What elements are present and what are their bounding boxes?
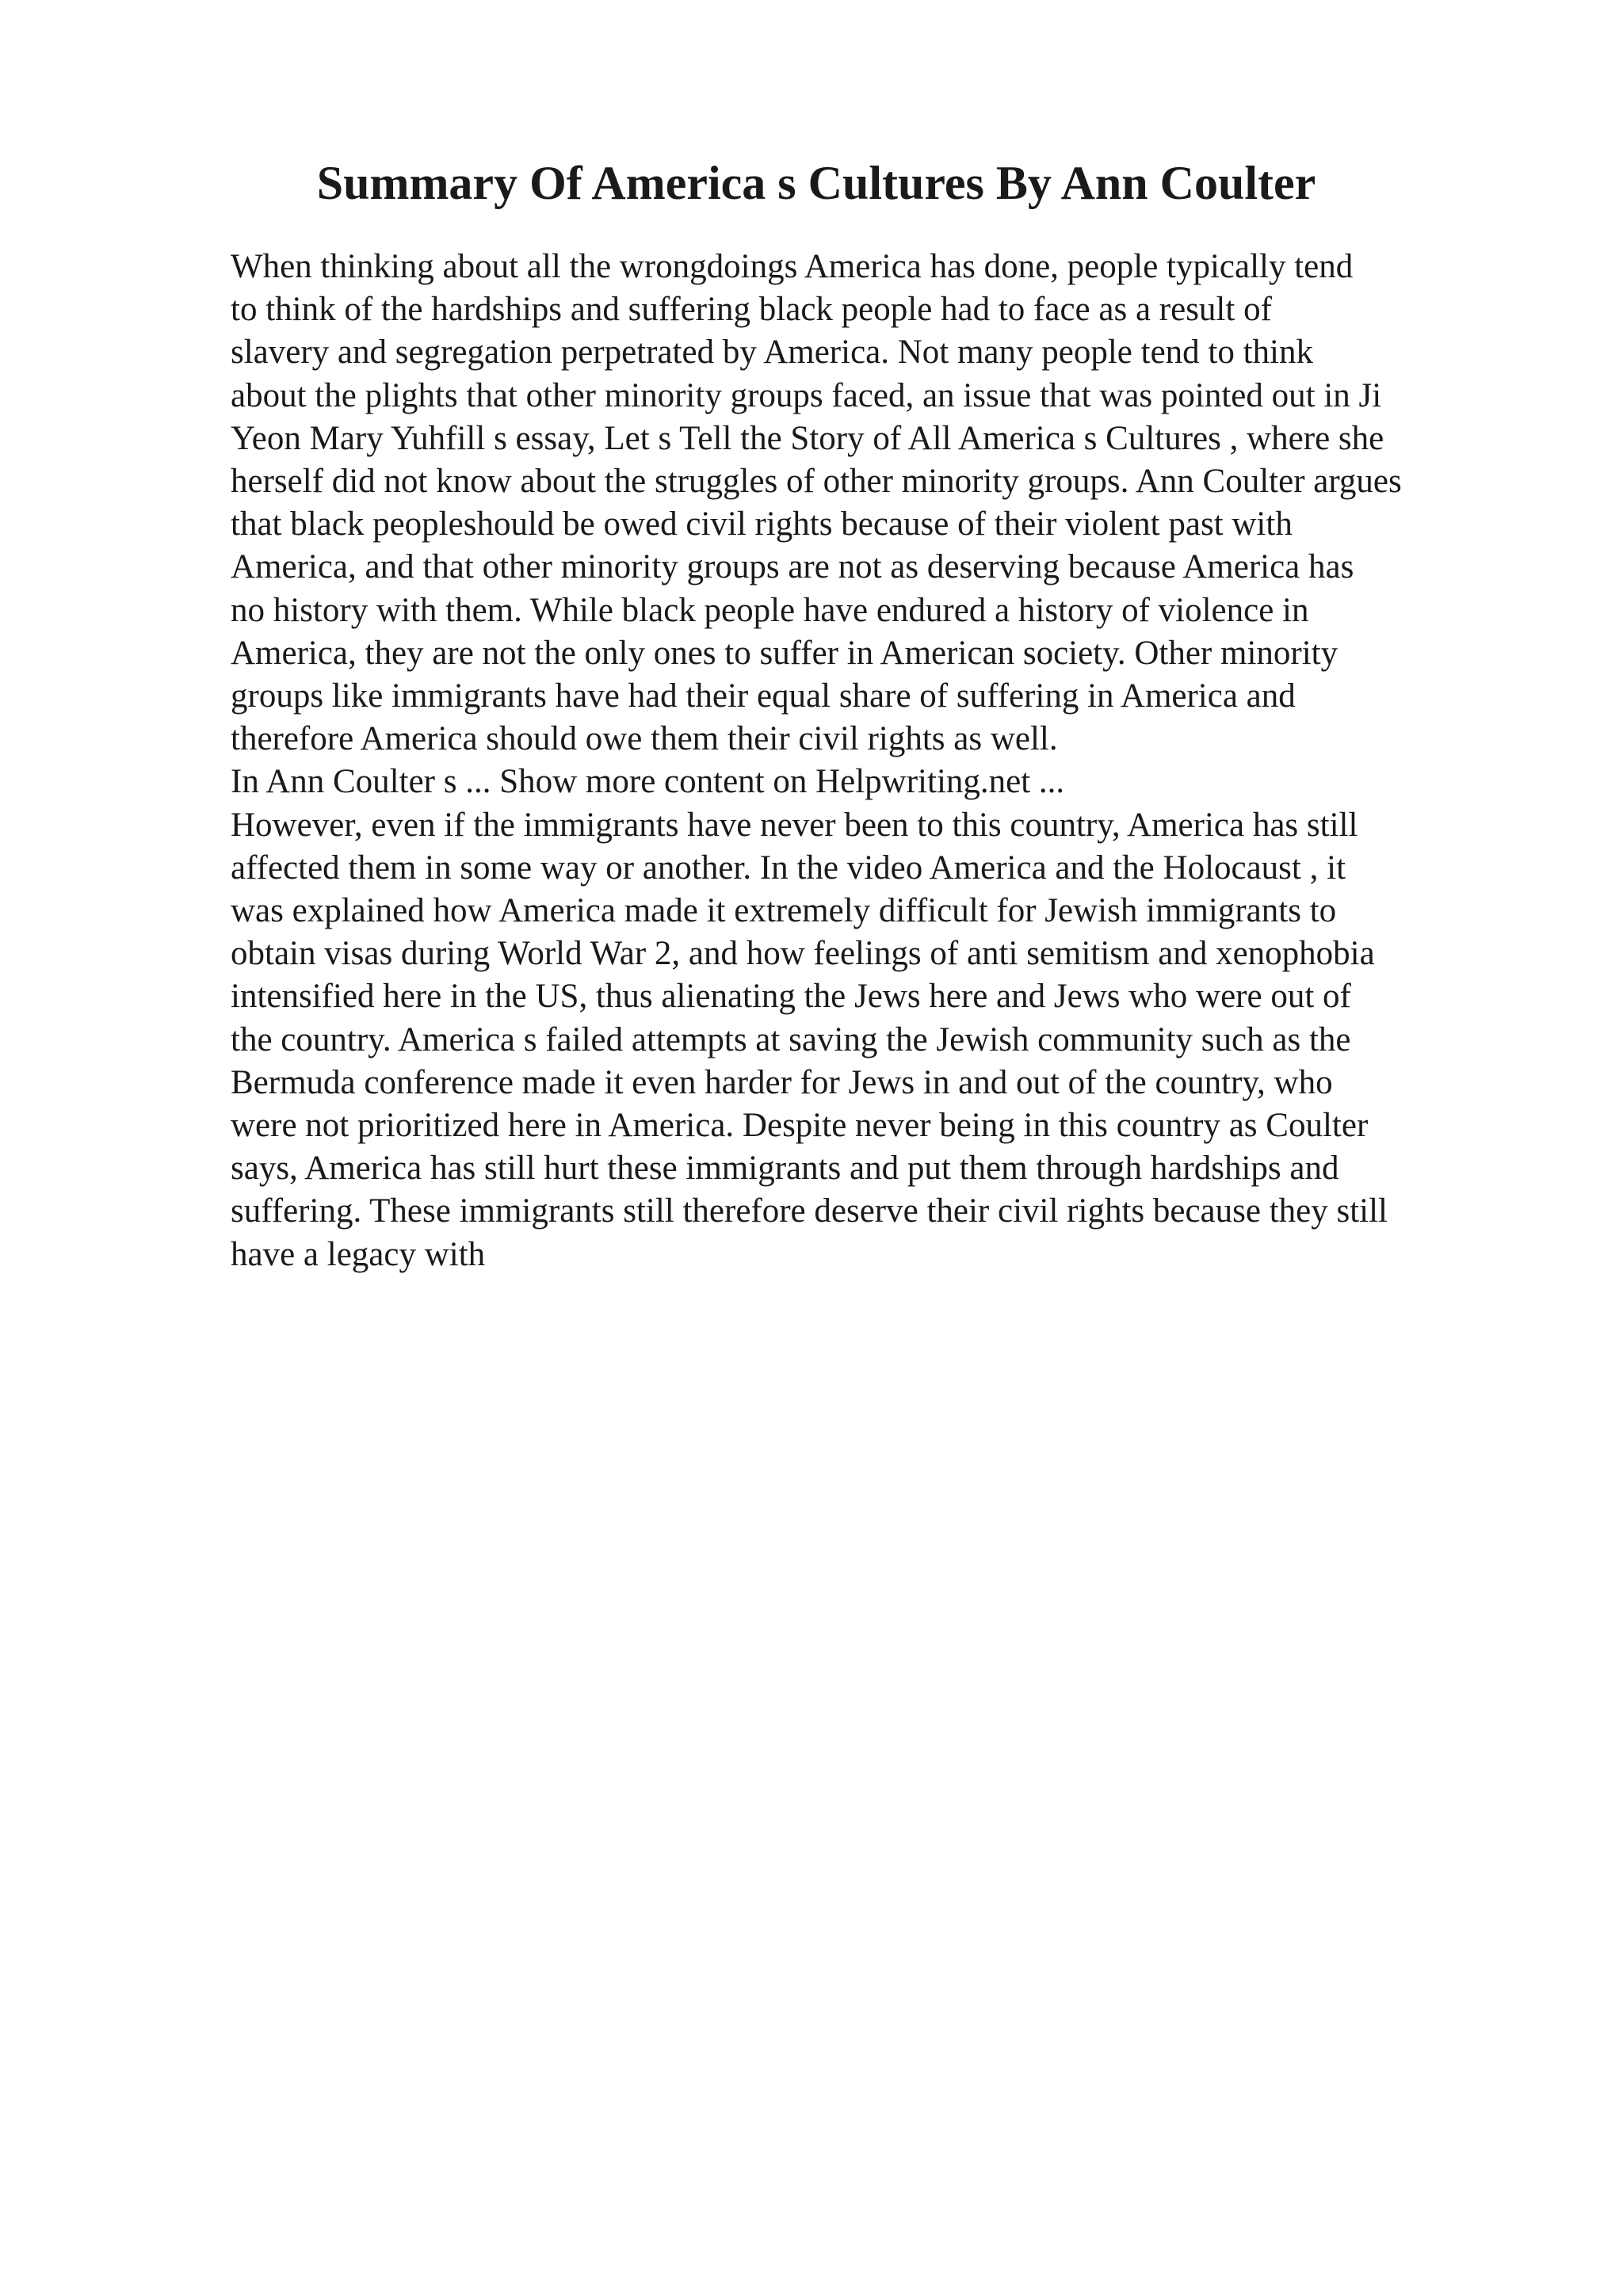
body-line: When thinking about all the wrongdoings America has done, people typically tend bbox=[231, 248, 1354, 285]
body-line: obtain visas during World War 2, and how feelings of anti semitism and xenophobia bbox=[231, 935, 1375, 973]
body-line: have a legacy with bbox=[231, 1235, 486, 1273]
body-line: were not prioritized here in America. Despite never being in this country as Coulter bbox=[231, 1107, 1369, 1145]
body-line: Bermuda conference made it even harder for Jews in and out of the country, who bbox=[231, 1063, 1333, 1101]
body-line: about the plights that other minority groups faced, an issue that was pointed out in Ji bbox=[231, 376, 1382, 414]
body-line: Yeon Mary Yuhfill s essay, Let s Tell the Story of All America s Cultures , where she bbox=[231, 419, 1384, 457]
body-line: America, and that other minority groups are not as deserving because America has bbox=[231, 548, 1354, 586]
body-line: America, they are not the only ones to suffer in American society. Other minority bbox=[231, 634, 1338, 672]
body-line: affected them in some way or another. In the video America and the Holocaust , it bbox=[231, 849, 1346, 887]
body-line: slavery and segregation perpetrated by America. Not many people tend to think bbox=[231, 334, 1314, 372]
body-line: intensified here in the US, thus alienating the Jews here and Jews who were out of bbox=[231, 978, 1351, 1016]
body-line: was explained how America made it extremely difficult for Jewish immigrants to bbox=[231, 892, 1337, 930]
body-line: However, even if the immigrants have never been to this country, America has still bbox=[231, 806, 1358, 844]
body-line: herself did not know about the struggles of other minority groups. Ann Coulter argues bbox=[231, 463, 1402, 501]
body-line: that black peopleshould be owed civil rights because of their violent past with bbox=[231, 505, 1293, 543]
body-line: groups like immigrants have had their equal share of suffering in America and bbox=[231, 677, 1296, 715]
body-line: the country. America s failed attempts at saving the Jewish community such as the bbox=[231, 1020, 1351, 1058]
document-title: Summary Of America s Cultures By Ann Coulter bbox=[316, 157, 1316, 209]
show-more-line: In Ann Coulter s ... Show more content on Helpwriting.net ... bbox=[231, 763, 1065, 801]
body-line: therefore America should owe them their civil rights as well. bbox=[231, 720, 1058, 758]
body-line: no history with them. While black people have endured a history of violence in bbox=[231, 591, 1309, 629]
document-body bbox=[231, 246, 1514, 1276]
body-line: says, America has still hurt these immigrants and put them through hardships and bbox=[231, 1150, 1339, 1188]
body-line: suffering. These immigrants still therefore deserve their civil rights because they still bbox=[231, 1192, 1388, 1230]
body-line: to think of the hardships and suffering black people had to face as a result of bbox=[231, 291, 1272, 329]
